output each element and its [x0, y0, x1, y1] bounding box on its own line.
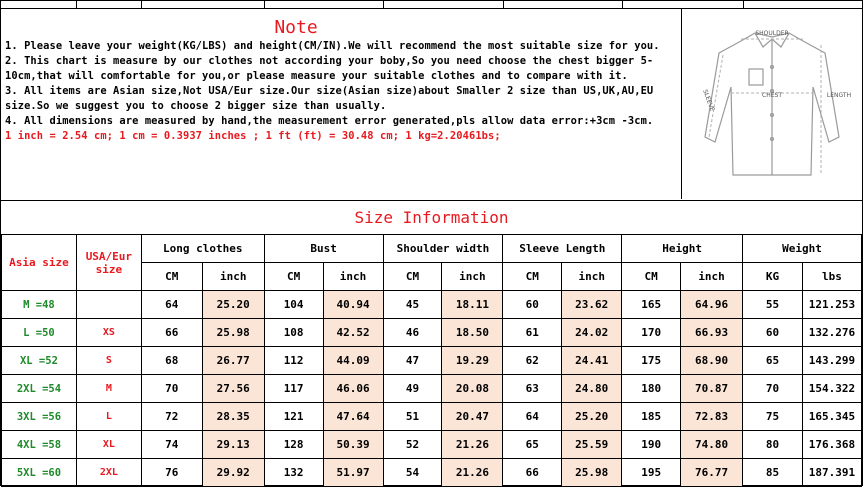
- usa-eur-size-cell: S: [76, 347, 141, 375]
- value-cell: 70: [141, 375, 202, 403]
- value-cell: 74: [141, 431, 202, 459]
- group-header-long-clothes: Long clothes: [141, 235, 264, 263]
- value-cell: 54: [383, 459, 442, 487]
- asia-size-cell: L =50: [2, 319, 77, 347]
- value-cell: 24.41: [562, 347, 622, 375]
- top-grid-strip: [1, 1, 862, 9]
- unit-header: lbs: [802, 263, 861, 291]
- unit-header: CM: [264, 263, 323, 291]
- usa-eur-size-cell: [76, 291, 141, 319]
- value-cell: 51.97: [323, 459, 383, 487]
- value-cell: 27.56: [202, 375, 264, 403]
- value-cell: 25.98: [562, 459, 622, 487]
- group-header-weight: Weight: [743, 235, 862, 263]
- asia-size-cell: 5XL =60: [2, 459, 77, 487]
- value-cell: 26.77: [202, 347, 264, 375]
- shirt-outline-icon: [683, 9, 861, 199]
- value-cell: 128: [264, 431, 323, 459]
- value-cell: 60: [503, 291, 562, 319]
- value-cell: 51: [383, 403, 442, 431]
- asia-size-header: Asia size: [2, 235, 77, 291]
- value-cell: 132.276: [802, 319, 861, 347]
- value-cell: 25.20: [562, 403, 622, 431]
- table-row: [2, 291, 862, 319]
- note-body: [5, 39, 677, 144]
- usa-eur-size-cell: M: [76, 375, 141, 403]
- diagram-label-sleeve: SLEEVE: [701, 88, 716, 113]
- unit-header: inch: [202, 263, 264, 291]
- unit-header: inch: [323, 263, 383, 291]
- size-table: [1, 234, 862, 487]
- value-cell: 195: [622, 459, 681, 487]
- value-cell: 165.345: [802, 403, 861, 431]
- value-cell: 49: [383, 375, 442, 403]
- size-information-title: Size Information: [1, 200, 862, 235]
- value-cell: 64: [503, 403, 562, 431]
- value-cell: 176.368: [802, 431, 861, 459]
- table-row: [2, 459, 862, 487]
- value-cell: 24.02: [562, 319, 622, 347]
- table-row: [2, 375, 862, 403]
- value-cell: 187.391: [802, 459, 861, 487]
- value-cell: 121: [264, 403, 323, 431]
- asia-size-cell: 4XL =58: [2, 431, 77, 459]
- diagram-label-length: LENGTH: [826, 92, 852, 99]
- usa-eur-size-cell: XL: [76, 431, 141, 459]
- value-cell: 65: [743, 347, 803, 375]
- value-cell: 66: [503, 459, 562, 487]
- unit-header: CM: [383, 263, 442, 291]
- value-cell: 154.322: [802, 375, 861, 403]
- value-cell: 46.06: [323, 375, 383, 403]
- group-header-sleeve-length: Sleeve Length: [503, 235, 622, 263]
- usa-eur-size-header: USA/Eur size: [76, 235, 141, 291]
- group-header-height: Height: [622, 235, 743, 263]
- value-cell: 29.13: [202, 431, 264, 459]
- value-cell: 25.20: [202, 291, 264, 319]
- value-cell: 29.92: [202, 459, 264, 487]
- unit-header: CM: [503, 263, 562, 291]
- value-cell: 104: [264, 291, 323, 319]
- value-cell: 47: [383, 347, 442, 375]
- value-cell: 42.52: [323, 319, 383, 347]
- value-cell: 64: [141, 291, 202, 319]
- group-header-bust: Bust: [264, 235, 383, 263]
- note-panel: [1, 9, 682, 199]
- header-row-groups: [2, 235, 862, 263]
- table-row: [2, 431, 862, 459]
- asia-size-cell: M =48: [2, 291, 77, 319]
- value-cell: 50.39: [323, 431, 383, 459]
- unit-header: inch: [562, 263, 622, 291]
- value-cell: 25.98: [202, 319, 264, 347]
- value-cell: 190: [622, 431, 681, 459]
- value-cell: 70.87: [681, 375, 743, 403]
- value-cell: 63: [503, 375, 562, 403]
- value-cell: 55: [743, 291, 803, 319]
- value-cell: 170: [622, 319, 681, 347]
- value-cell: 62: [503, 347, 562, 375]
- value-cell: 165: [622, 291, 681, 319]
- note-line-3: 3. All items are Asian size,Not USA/Eur size.Our size(Asian size)about Smaller 2 size than US,UK,AU,EU size.So we suggest you to choose 2 bigger size than usually.: [5, 85, 654, 112]
- note-line-1: 1. Please leave your weight(KG/LBS) and height(CM/IN).We will recommend the most suitable size for you.: [5, 40, 660, 52]
- value-cell: 61: [503, 319, 562, 347]
- value-cell: 20.08: [442, 375, 503, 403]
- value-cell: 68: [141, 347, 202, 375]
- unit-header: CM: [141, 263, 202, 291]
- table-row: [2, 403, 862, 431]
- value-cell: 47.64: [323, 403, 383, 431]
- value-cell: 175: [622, 347, 681, 375]
- value-cell: 66.93: [681, 319, 743, 347]
- unit-header: inch: [442, 263, 503, 291]
- value-cell: 65: [503, 431, 562, 459]
- value-cell: 121.253: [802, 291, 861, 319]
- diagram-label-shoulder: SHOULDER: [755, 30, 789, 37]
- usa-eur-size-cell: 2XL: [76, 459, 141, 487]
- value-cell: 18.50: [442, 319, 503, 347]
- note-title: Note: [274, 17, 318, 38]
- table-row: [2, 319, 862, 347]
- unit-header: KG: [743, 263, 803, 291]
- asia-size-cell: 2XL =54: [2, 375, 77, 403]
- value-cell: 18.11: [442, 291, 503, 319]
- value-cell: 72.83: [681, 403, 743, 431]
- value-cell: 68.90: [681, 347, 743, 375]
- value-cell: 44.09: [323, 347, 383, 375]
- asia-size-cell: 3XL =56: [2, 403, 77, 431]
- value-cell: 132: [264, 459, 323, 487]
- value-cell: 21.26: [442, 459, 503, 487]
- value-cell: 28.35: [202, 403, 264, 431]
- value-cell: 19.29: [442, 347, 503, 375]
- value-cell: 112: [264, 347, 323, 375]
- value-cell: 24.80: [562, 375, 622, 403]
- asia-size-cell: XL =52: [2, 347, 77, 375]
- value-cell: 70: [743, 375, 803, 403]
- value-cell: 180: [622, 375, 681, 403]
- group-header-shoulder-width: Shoulder width: [383, 235, 503, 263]
- unit-conversion: 1 inch = 2.54 cm; 1 cm = 0.3937 inches ; 1 ft (ft) = 30.48 cm; 1 kg=2.20461bs;: [5, 130, 501, 142]
- table-row: [2, 347, 862, 375]
- note-line-2: 2. This chart is measure by our clothes not according your boby,So you need choose the chest bigger 5-10cm,that will comfortable for you,or please measure your suitable clothes and to compare with it.: [5, 55, 654, 82]
- usa-eur-size-cell: XS: [76, 319, 141, 347]
- value-cell: 66: [141, 319, 202, 347]
- value-cell: 25.59: [562, 431, 622, 459]
- shirt-measurement-diagram: [683, 9, 861, 199]
- value-cell: 143.299: [802, 347, 861, 375]
- value-cell: 80: [743, 431, 803, 459]
- value-cell: 21.26: [442, 431, 503, 459]
- value-cell: 45: [383, 291, 442, 319]
- note-line-4: 4. All dimensions are measured by hand,the measurement error generated,pls allow data error:+3cm -3cm.: [5, 115, 654, 127]
- value-cell: 75: [743, 403, 803, 431]
- value-cell: 52: [383, 431, 442, 459]
- value-cell: 23.62: [562, 291, 622, 319]
- value-cell: 117: [264, 375, 323, 403]
- unit-header: inch: [681, 263, 743, 291]
- value-cell: 72: [141, 403, 202, 431]
- value-cell: 76: [141, 459, 202, 487]
- value-cell: 46: [383, 319, 442, 347]
- value-cell: 64.96: [681, 291, 743, 319]
- value-cell: 85: [743, 459, 803, 487]
- value-cell: 20.47: [442, 403, 503, 431]
- value-cell: 76.77: [681, 459, 743, 487]
- usa-eur-size-cell: L: [76, 403, 141, 431]
- value-cell: 60: [743, 319, 803, 347]
- value-cell: 74.80: [681, 431, 743, 459]
- unit-header: CM: [622, 263, 681, 291]
- value-cell: 185: [622, 403, 681, 431]
- value-cell: 40.94: [323, 291, 383, 319]
- diagram-label-chest: CHEST: [762, 92, 782, 99]
- value-cell: 108: [264, 319, 323, 347]
